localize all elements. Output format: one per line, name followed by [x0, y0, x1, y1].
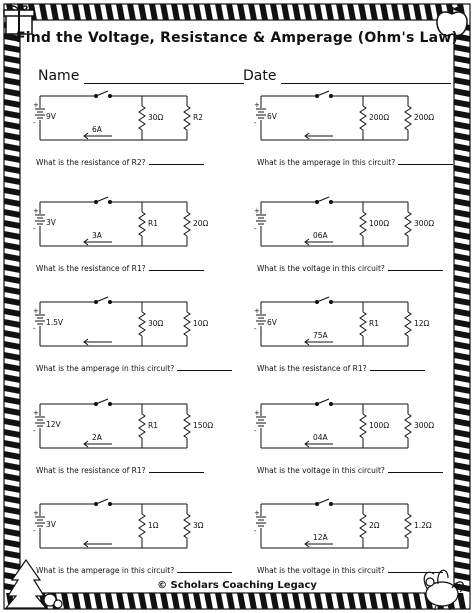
- resistor-2-label: 20Ω: [193, 219, 209, 228]
- border-stripe: [72, 4, 81, 20]
- border-stripe: [380, 593, 389, 609]
- border-stripe: [413, 4, 422, 20]
- answer-blank[interactable]: [149, 158, 204, 165]
- border-stripe: [454, 539, 470, 548]
- border-stripe: [303, 593, 312, 609]
- border-stripe: [94, 593, 103, 609]
- date-input-line[interactable]: [281, 69, 451, 84]
- border-stripe: [454, 187, 470, 196]
- border-stripe: [160, 4, 169, 20]
- border-stripe: [4, 253, 20, 262]
- resistor-2-label: 300Ω: [414, 421, 435, 430]
- border-stripe: [182, 593, 191, 609]
- border-stripe: [138, 4, 147, 20]
- resistor-2-label: 150Ω: [193, 421, 214, 430]
- border-stripe: [50, 4, 59, 20]
- border-stripe: [454, 407, 470, 416]
- voltage-label: 6V: [267, 318, 277, 327]
- battery-plus-sign: +: [254, 509, 260, 517]
- border-stripe: [259, 593, 268, 609]
- question-line: [36, 264, 204, 273]
- border-stripe: [454, 132, 470, 141]
- border-stripe: [116, 593, 125, 609]
- question-text: What is the voltage in this circuit?: [257, 264, 385, 273]
- battery-plus-sign: +: [33, 101, 39, 109]
- border-stripe: [4, 77, 20, 86]
- question-line: [257, 566, 443, 575]
- circuit-diagram: [253, 92, 429, 148]
- border-stripe: [391, 593, 400, 609]
- circuit-diagram: [253, 298, 429, 354]
- border-stripe: [454, 495, 470, 504]
- border-stripe: [4, 374, 20, 383]
- question-line: [36, 364, 232, 373]
- border-stripe: [226, 593, 235, 609]
- circuit-diagram: [32, 500, 208, 556]
- resistor-1-label: 30Ω: [148, 113, 164, 122]
- border-stripe: [358, 593, 367, 609]
- border-stripe: [4, 286, 20, 295]
- border-stripe: [4, 165, 20, 174]
- battery-minus-sign: -: [33, 427, 36, 435]
- border-stripe: [454, 341, 470, 350]
- border-stripe: [4, 231, 20, 240]
- border-stripe: [391, 4, 400, 20]
- circuit-diagram: [32, 198, 208, 254]
- border-stripe: [4, 55, 20, 64]
- border-stripe: [4, 220, 20, 229]
- border-stripe: [454, 473, 470, 482]
- border-stripe: [215, 4, 224, 20]
- border-stripe: [4, 473, 20, 482]
- border-stripe: [454, 374, 470, 383]
- battery-minus-sign: -: [254, 225, 257, 233]
- border-stripe: [454, 165, 470, 174]
- border-stripe: [4, 385, 20, 394]
- current-label: 04A: [313, 433, 328, 442]
- border-stripe: [454, 429, 470, 438]
- border-stripe: [314, 4, 323, 20]
- border-stripe: [4, 462, 20, 471]
- border-stripe: [454, 99, 470, 108]
- border-stripe: [4, 88, 20, 97]
- border-stripe: [4, 528, 20, 537]
- border-stripe: [270, 4, 279, 20]
- border-stripe: [454, 440, 470, 449]
- name-field: [38, 68, 244, 84]
- battery-minus-sign: -: [254, 527, 257, 535]
- border-stripe: [160, 593, 169, 609]
- current-label: 06A: [313, 231, 328, 240]
- border-stripe: [4, 352, 20, 361]
- border-stripe: [336, 4, 345, 20]
- border-stripe: [4, 187, 20, 196]
- border-stripe: [454, 462, 470, 471]
- border-stripe: [454, 220, 470, 229]
- battery-plus-sign: +: [254, 101, 260, 109]
- border-stripe: [4, 242, 20, 251]
- border-stripe: [248, 593, 257, 609]
- answer-blank[interactable]: [177, 364, 232, 371]
- battery-plus-sign: +: [254, 207, 260, 215]
- border-stripe: [4, 429, 20, 438]
- resistor-1-label: R1: [148, 219, 158, 228]
- border-stripe: [454, 319, 470, 328]
- border-stripe: [454, 286, 470, 295]
- border-stripe: [4, 506, 20, 515]
- border-stripe: [4, 121, 20, 130]
- border-stripe: [4, 308, 20, 317]
- border-stripe: [4, 154, 20, 163]
- border-stripe: [4, 110, 20, 119]
- border-stripe: [4, 198, 20, 207]
- resistor-2-label: 300Ω: [414, 219, 435, 228]
- border-stripe: [149, 4, 158, 20]
- question-text: What is the resistance of R2?: [36, 158, 146, 167]
- resistor-1-label: 200Ω: [369, 113, 390, 122]
- resistor-1-label: 100Ω: [369, 219, 390, 228]
- battery-minus-sign: -: [33, 325, 36, 333]
- border-stripe: [4, 330, 20, 339]
- border-stripe: [4, 440, 20, 449]
- name-input-line[interactable]: [84, 69, 244, 84]
- border-stripe: [4, 484, 20, 493]
- border-stripe: [237, 593, 246, 609]
- question-text: What is the resistance of R1?: [36, 466, 146, 475]
- border-stripe: [61, 4, 70, 20]
- border-stripe: [454, 55, 470, 64]
- border-stripe: [336, 593, 345, 609]
- border-stripe: [454, 253, 470, 262]
- border-stripe: [292, 4, 301, 20]
- border-stripe: [138, 593, 147, 609]
- battery-minus-sign: -: [33, 225, 36, 233]
- border-stripe: [171, 593, 180, 609]
- border-stripe: [72, 593, 81, 609]
- border-stripe: [281, 593, 290, 609]
- name-label: Name: [38, 68, 80, 84]
- border-stripe: [454, 198, 470, 207]
- border-stripe: [454, 297, 470, 306]
- current-label: 6A: [92, 125, 102, 134]
- question-text: What is the amperage in this circuit?: [257, 158, 396, 167]
- border-stripe: [259, 4, 268, 20]
- border-stripe: [270, 593, 279, 609]
- border-stripe: [454, 451, 470, 460]
- border-stripe: [314, 593, 323, 609]
- circuit-diagram: [253, 500, 429, 556]
- battery-minus-sign: -: [33, 119, 36, 127]
- border-stripe: [4, 418, 20, 427]
- battery-plus-sign: +: [254, 409, 260, 417]
- answer-blank[interactable]: [388, 264, 443, 271]
- battery-plus-sign: +: [33, 409, 39, 417]
- battery-minus-sign: -: [254, 119, 257, 127]
- border-stripe: [127, 4, 136, 20]
- battery-minus-sign: -: [33, 527, 36, 535]
- border-stripe: [454, 275, 470, 284]
- border-stripe: [454, 385, 470, 394]
- question-line: [36, 566, 232, 575]
- resistor-2-label: R2: [193, 113, 203, 122]
- border-stripe: [454, 330, 470, 339]
- border-stripe: [4, 99, 20, 108]
- copyright-footer: © Scholars Coaching Legacy: [157, 580, 317, 591]
- border-stripe: [325, 593, 334, 609]
- resistor-1-label: 100Ω: [369, 421, 390, 430]
- battery-plus-sign: +: [33, 307, 39, 315]
- border-stripe: [4, 319, 20, 328]
- voltage-label: 6V: [267, 112, 277, 121]
- border-stripe: [4, 363, 20, 372]
- border-stripe: [4, 396, 20, 405]
- current-label: 12A: [313, 533, 328, 542]
- border-stripe: [454, 231, 470, 240]
- border-stripe: [4, 495, 20, 504]
- voltage-label: 1.5V: [46, 318, 64, 327]
- border-stripe: [237, 4, 246, 20]
- question-text: What is the resistance of R1?: [257, 364, 367, 373]
- question-text: What is the voltage in this circuit?: [257, 466, 385, 475]
- border-stripe: [454, 528, 470, 537]
- border-stripe: [4, 132, 20, 141]
- resistor-1-label: R1: [148, 421, 158, 430]
- border-stripe: [281, 4, 290, 20]
- resistor-1-label: 2Ω: [369, 521, 380, 530]
- border-stripe: [454, 88, 470, 97]
- border-stripe: [369, 593, 378, 609]
- question-line: [257, 264, 443, 273]
- border-stripe: [454, 363, 470, 372]
- border-stripe: [347, 4, 356, 20]
- border-stripe: [454, 209, 470, 218]
- page-title: Find the Voltage, Resistance & Amperage (Ohm's Law): [15, 30, 459, 46]
- border-stripe: [454, 308, 470, 317]
- voltage-label: 9V: [46, 112, 56, 121]
- border-stripe: [303, 4, 312, 20]
- border-stripe: [380, 4, 389, 20]
- date-field: [243, 68, 451, 84]
- border-stripe: [454, 242, 470, 251]
- border-stripe: [369, 4, 378, 20]
- border-stripe: [454, 506, 470, 515]
- border-stripe: [454, 352, 470, 361]
- question-text: What is the amperage in this circuit?: [36, 566, 175, 575]
- border-stripe: [204, 4, 213, 20]
- border-stripe: [226, 4, 235, 20]
- answer-blank[interactable]: [149, 264, 204, 271]
- resistor-2-label: 3Ω: [193, 521, 204, 530]
- question-text: What is the amperage in this circuit?: [36, 364, 175, 373]
- border-stripe: [4, 517, 20, 526]
- border-stripe: [149, 593, 158, 609]
- border-stripe: [4, 264, 20, 273]
- border-stripe: [248, 4, 257, 20]
- border-stripe: [347, 593, 356, 609]
- border-stripe: [292, 593, 301, 609]
- border-stripe: [454, 264, 470, 273]
- border-stripe: [454, 418, 470, 427]
- border-stripe: [105, 593, 114, 609]
- battery-plus-sign: +: [254, 307, 260, 315]
- question-line: [257, 466, 443, 475]
- border-stripe: [193, 593, 202, 609]
- voltage-label: 3V: [46, 520, 56, 529]
- border-stripe: [454, 77, 470, 86]
- question-text: What is the resistance of R1?: [36, 264, 146, 273]
- border-stripe: [116, 4, 125, 20]
- border-stripe: [94, 4, 103, 20]
- border-stripe: [4, 539, 20, 548]
- border-stripe: [4, 341, 20, 350]
- border-stripe: [4, 297, 20, 306]
- current-label: 3A: [92, 231, 102, 240]
- question-line: [257, 158, 453, 167]
- resistor-1-label: 1Ω: [148, 521, 159, 530]
- border-stripe: [454, 66, 470, 75]
- border-stripe: [4, 66, 20, 75]
- border-stripe: [39, 4, 48, 20]
- answer-blank[interactable]: [388, 566, 443, 573]
- border-stripe: [454, 176, 470, 185]
- border-stripe: [325, 4, 334, 20]
- border-stripe: [193, 4, 202, 20]
- resistor-2-label: 10Ω: [193, 319, 209, 328]
- battery-plus-sign: +: [33, 207, 39, 215]
- border-stripe: [358, 4, 367, 20]
- question-line: [257, 364, 425, 373]
- border-stripe: [454, 517, 470, 526]
- border-stripe: [4, 209, 20, 218]
- border-stripe: [171, 4, 180, 20]
- circuit-diagram: [32, 92, 208, 148]
- question-line: [36, 466, 204, 475]
- battery-minus-sign: -: [254, 427, 257, 435]
- voltage-label: 3V: [46, 218, 56, 227]
- border-stripe: [4, 176, 20, 185]
- border-stripe: [402, 593, 411, 609]
- circuit-diagram: [253, 198, 429, 254]
- border-stripe: [4, 275, 20, 284]
- resistor-2-label: 1.2Ω: [414, 521, 432, 530]
- battery-minus-sign: -: [254, 325, 257, 333]
- circuit-diagram: [253, 400, 429, 456]
- resistor-1-label: 30Ω: [148, 319, 164, 328]
- answer-blank[interactable]: [177, 566, 232, 573]
- border-stripe: [215, 593, 224, 609]
- date-label: Date: [243, 68, 277, 84]
- resistor-2-label: 12Ω: [414, 319, 430, 328]
- border-stripe: [454, 396, 470, 405]
- current-label: 75A: [313, 331, 328, 340]
- border-stripe: [182, 4, 191, 20]
- current-label: 2A: [92, 433, 102, 442]
- resistor-2-label: 200Ω: [414, 113, 435, 122]
- answer-blank[interactable]: [149, 466, 204, 473]
- border-stripe: [4, 451, 20, 460]
- question-line: [36, 158, 204, 167]
- answer-blank[interactable]: [398, 158, 453, 165]
- border-stripe: [454, 121, 470, 130]
- border-stripe: [454, 550, 470, 559]
- border-stripe: [204, 593, 213, 609]
- border-stripe: [83, 4, 92, 20]
- border-stripe: [402, 4, 411, 20]
- border-stripe: [454, 484, 470, 493]
- question-text: What is the voltage in this circuit?: [257, 566, 385, 575]
- border-stripe: [105, 4, 114, 20]
- answer-blank[interactable]: [388, 466, 443, 473]
- border-stripe: [127, 593, 136, 609]
- answer-blank[interactable]: [370, 364, 425, 371]
- border-stripe: [454, 143, 470, 152]
- border-stripe: [454, 110, 470, 119]
- border-stripe: [4, 407, 20, 416]
- voltage-label: 12V: [46, 420, 61, 429]
- border-stripe: [454, 154, 470, 163]
- border-stripe: [4, 143, 20, 152]
- resistor-1-label: R1: [369, 319, 379, 328]
- border-stripe: [83, 593, 92, 609]
- battery-plus-sign: +: [33, 509, 39, 517]
